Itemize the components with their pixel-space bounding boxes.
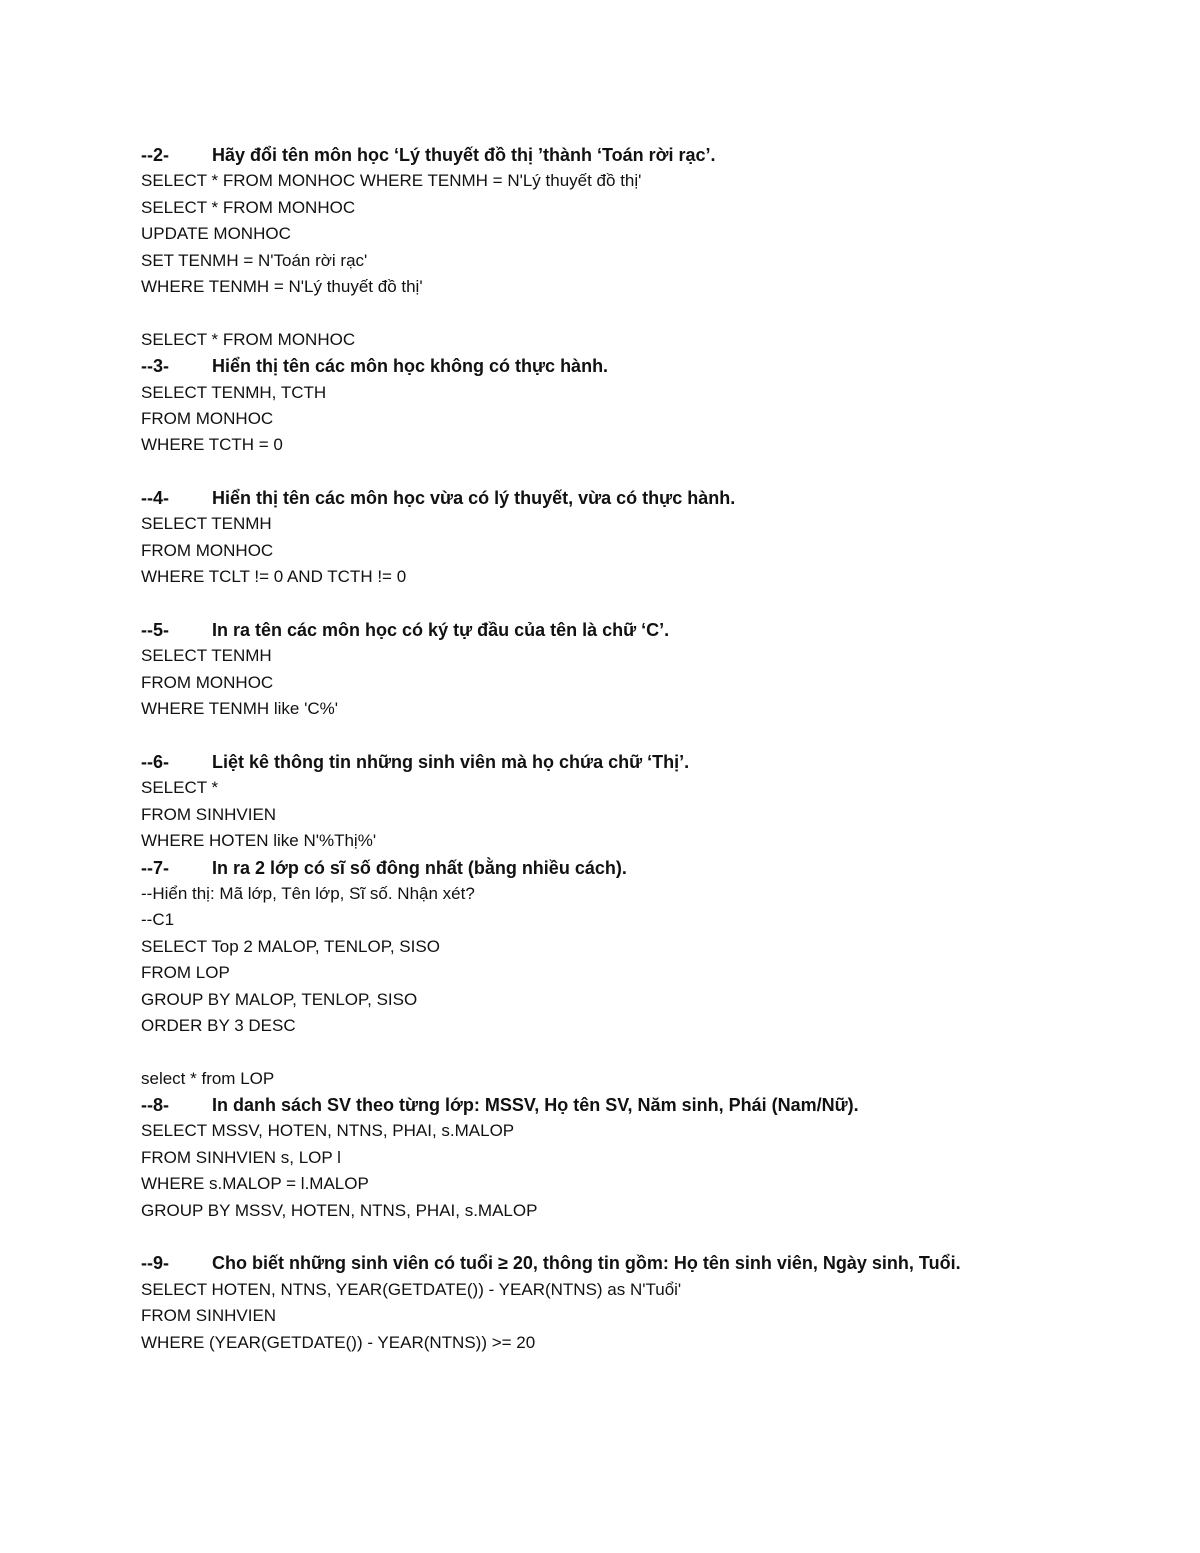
sql-code-line: FROM SINHVIEN s, LOP l <box>141 1147 341 1167</box>
exercise-number: --3- <box>141 356 169 377</box>
sql-code-line: SELECT * FROM MONHOC <box>141 197 356 217</box>
exercise-number: --5- <box>141 620 169 641</box>
document-page <box>141 142 1141 1356</box>
exercise-number: --6- <box>141 751 169 772</box>
sql-code-line: GROUP BY MALOP, TENLOP, SISO <box>141 989 418 1009</box>
exercise-number: --4- <box>141 488 169 509</box>
blank-line <box>141 723 1141 749</box>
sql-code-line: WHERE TENMH like 'C%' <box>141 699 338 719</box>
exercise-title: Hiển thị tên các môn học không có thực hành. <box>212 356 609 377</box>
sql-code-line: FROM MONHOC <box>141 540 274 560</box>
sql-code-line: WHERE TENMH = N'Lý thuyết đồ thị' <box>141 276 423 296</box>
blank-line <box>141 459 1141 485</box>
sql-code-line: WHERE HOTEN like N'%Thị%' <box>141 831 377 851</box>
sql-code-line: SELECT Top 2 MALOP, TENLOP, SISO <box>141 936 440 956</box>
sql-code-line: select * from LOP <box>141 1068 275 1088</box>
sql-code-line: FROM MONHOC <box>141 408 274 428</box>
sql-code-line: WHERE (YEAR(GETDATE()) - YEAR(NTNS)) >= 20 <box>141 1332 536 1352</box>
exercise-title: Liệt kê thông tin những sinh viên mà họ chứa chữ ‘Thị’. <box>212 751 690 772</box>
exercise-title: Cho biết những sinh viên có tuổi ≥ 20, thông tin gồm: Họ tên sinh viên, Ngày sinh, Tuổi. <box>212 1253 961 1274</box>
exercise-heading <box>141 855 1141 881</box>
blank-line <box>141 300 1141 326</box>
exercise-heading <box>141 353 1141 379</box>
exercise-heading <box>141 1092 1141 1118</box>
exercise-title: Hiển thị tên các môn học vừa có lý thuyết, vừa có thực hành. <box>212 488 736 509</box>
exercise-heading <box>141 749 1141 775</box>
sql-code-line: FROM SINHVIEN <box>141 804 277 824</box>
sql-code-line: ORDER BY 3 DESC <box>141 1015 296 1035</box>
exercise-number: --2- <box>141 145 169 165</box>
sql-code-line: SELECT HOTEN, NTNS, YEAR(GETDATE()) - YEAR(NTNS) as N'Tuổi' <box>141 1279 682 1299</box>
exercise-number: --7- <box>141 857 169 878</box>
blank-line <box>141 1224 1141 1250</box>
exercise-title: Hãy đổi tên môn học ‘Lý thuyết đồ thị ’thành ‘Toán rời rạc’. <box>212 145 716 165</box>
sql-code-line: --Hiển thị: Mã lớp, Tên lớp, Sĩ số. Nhận xét? <box>141 883 475 903</box>
sql-code-line: SELECT TENMH <box>141 646 272 666</box>
sql-code-line: SELECT MSSV, HOTEN, NTNS, PHAI, s.MALOP <box>141 1121 515 1141</box>
sql-code-line: GROUP BY MSSV, HOTEN, NTNS, PHAI, s.MALOP <box>141 1200 538 1220</box>
sql-code-line: --C1 <box>141 910 175 930</box>
exercise-heading <box>141 142 1141 168</box>
blank-line <box>141 1039 1141 1065</box>
exercise-number: --8- <box>141 1095 169 1116</box>
exercise-heading <box>141 1250 1141 1276</box>
exercise-title: In danh sách SV theo từng lớp: MSSV, Họ tên SV, Năm sinh, Phái (Nam/Nữ). <box>212 1095 859 1116</box>
sql-code-line: SELECT * FROM MONHOC WHERE TENMH = N'Lý thuyết đồ thị' <box>141 171 642 191</box>
sql-code-line: FROM SINHVIEN <box>141 1306 277 1326</box>
sql-code-line: SELECT * FROM MONHOC <box>141 329 356 349</box>
sql-code-line: SELECT TENMH, TCTH <box>141 382 327 402</box>
sql-code-line: SELECT TENMH <box>141 514 272 534</box>
exercise-number: --9- <box>141 1253 169 1274</box>
sql-code-line: WHERE TCTH = 0 <box>141 435 283 455</box>
sql-code-line: WHERE TCLT != 0 AND TCTH != 0 <box>141 567 407 587</box>
exercise-title: In ra tên các môn học có ký tự đầu của tên là chữ ‘C’. <box>212 620 670 641</box>
sql-code-line: FROM MONHOC <box>141 672 274 692</box>
sql-code-line: WHERE s.MALOP = l.MALOP <box>141 1174 369 1194</box>
exercise-heading <box>141 617 1141 643</box>
exercise-heading <box>141 485 1141 511</box>
sql-code-line: UPDATE MONHOC <box>141 224 291 244</box>
sql-code-line: SELECT * <box>141 778 219 798</box>
blank-line <box>141 591 1141 617</box>
exercise-title: In ra 2 lớp có sĩ số đông nhất (bằng nhiều cách). <box>212 857 627 878</box>
sql-code-line: FROM LOP <box>141 963 230 983</box>
sql-code-line: SET TENMH = N'Toán rời rạc' <box>141 250 368 270</box>
